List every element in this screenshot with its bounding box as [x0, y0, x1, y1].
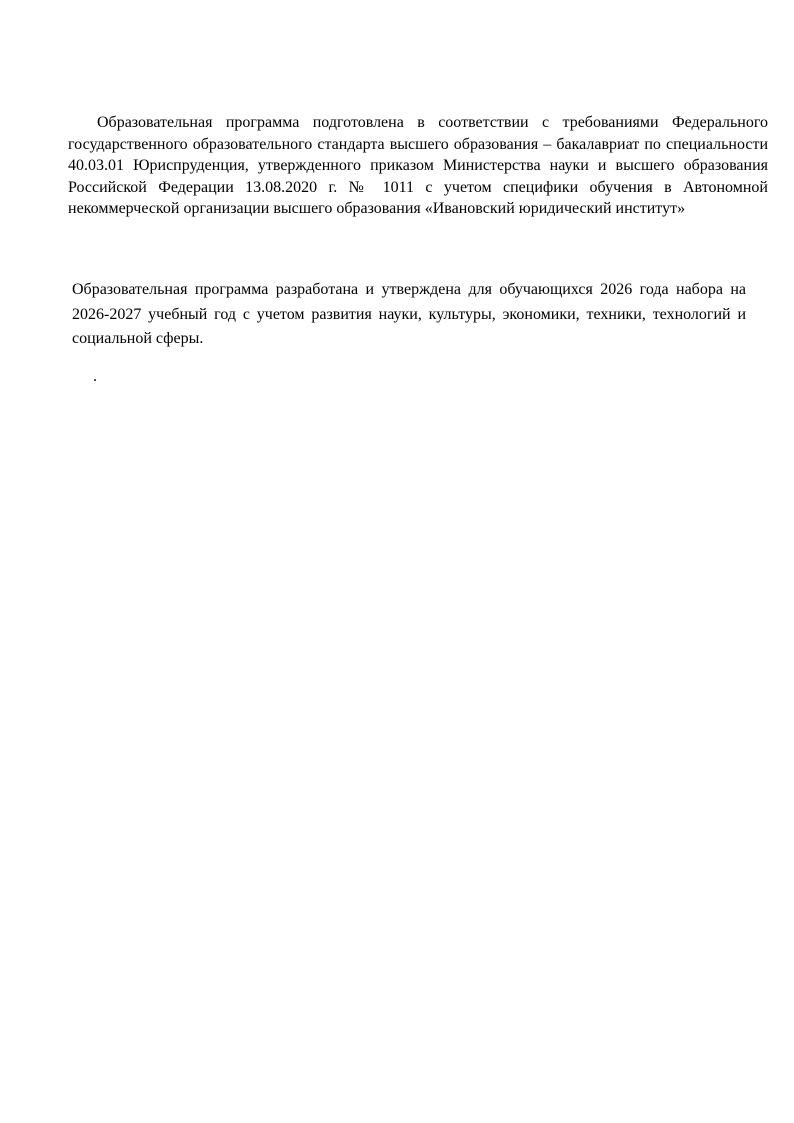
paragraph-fgos-intro: Образовательная программа подготовлена в соответствии с требованиями Федерального государственного образовательного стандарта высшего образования – бакалавриат по специальности 40.03.01 Юриспруденция, утвержденного приказом Министерства науки и высшего образования Российской Федерации 13.08.2020 г. № 1011 с учетом специфики обучения в Автономной некоммерческой организации высшего образования «Ивановский юридический институт»	[68, 114, 768, 218]
paragraph-cohort-year: Образовательная программа разработана и утверждена для обучающихся 2026 года набора на 2026-2027 учебный год с учетом развития науки, культуры, экономики, техники, технологий и социальной сферы.	[72, 281, 746, 347]
stray-period-text: .	[93, 368, 97, 385]
